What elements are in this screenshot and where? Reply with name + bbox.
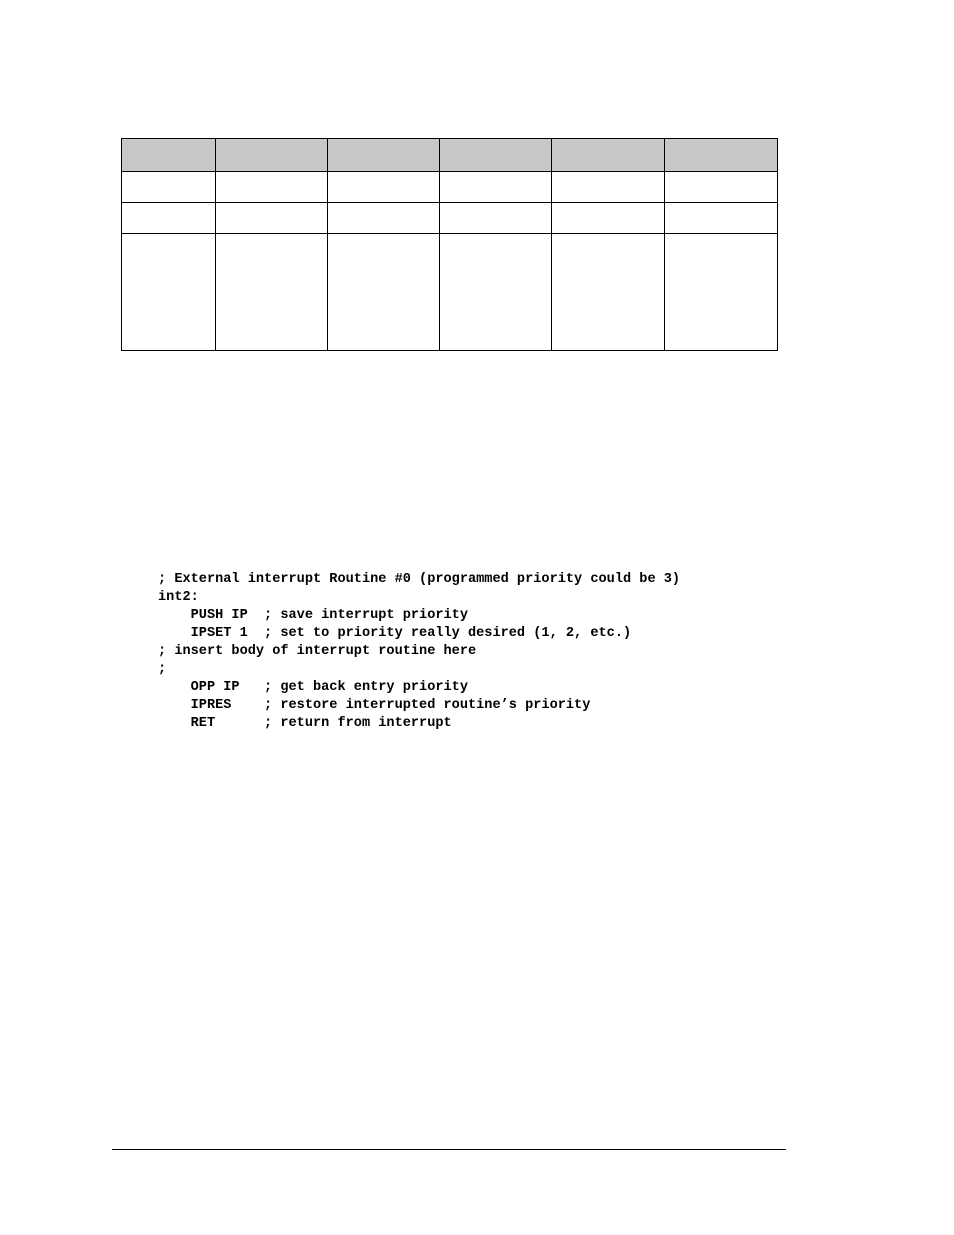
table-cell [216,172,328,203]
table-cell [552,203,665,234]
table-body [122,172,778,351]
code-line: ; [158,662,167,677]
table-cell [122,172,216,203]
table-row [122,203,778,234]
code-example [158,571,680,733]
table-cell [216,234,328,351]
table-row [122,234,778,351]
table-cell [440,234,552,351]
table-header-cell [216,139,328,172]
table-cell [552,172,665,203]
code-line: OPP IP ; get back entry priority [158,680,468,695]
priority-table [121,138,778,351]
table-cell [122,234,216,351]
table-cell [122,203,216,234]
table-header-row [122,139,778,172]
table-header [122,139,778,172]
table-row [122,172,778,203]
code-line: RET ; return from interrupt [158,716,452,731]
footer-divider [112,1149,786,1150]
table-header-cell [665,139,778,172]
code-line: PUSH IP ; save interrupt priority [158,608,468,623]
table-cell [552,234,665,351]
table-cell [665,203,778,234]
table-header-cell [440,139,552,172]
code-line: IPRES ; restore interrupted routine’s priority [158,698,591,713]
code-line: ; External interrupt Routine #0 (programmed priority could be 3) [158,572,681,587]
table-cell [328,234,440,351]
table-cell [440,203,552,234]
table-header-cell [122,139,216,172]
table-header-cell [552,139,665,172]
code-line: ; insert body of interrupt routine here [158,644,477,659]
table-cell [665,172,778,203]
table-cell [440,172,552,203]
table-cell [328,172,440,203]
table-cell [216,203,328,234]
table-cell [665,234,778,351]
code-line: int2: [158,590,199,605]
table-cell [328,203,440,234]
table-header-cell [328,139,440,172]
code-line: IPSET 1 ; set to priority really desired (1, 2, etc.) [158,626,632,641]
